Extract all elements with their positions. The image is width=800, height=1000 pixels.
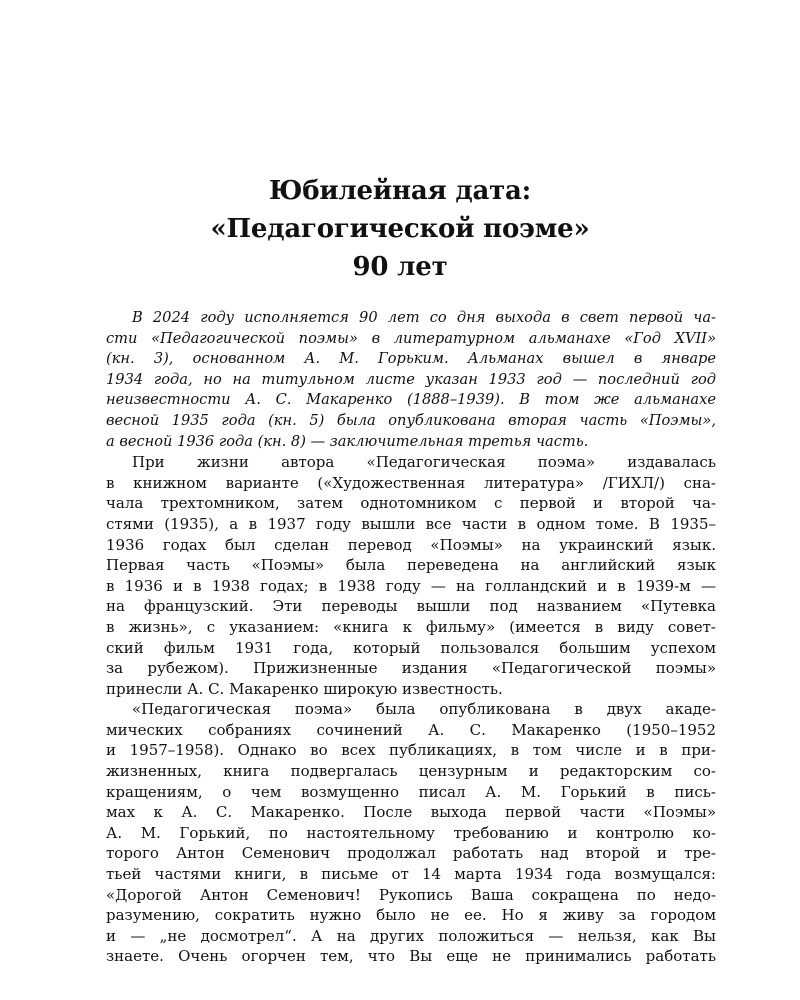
intro-paragraph [106,308,716,452]
paragraph-line: в книжном варианте («Художественная литература» /ГИХЛ/) сна- [106,473,716,492]
intro-line: сти «Педагогической поэмы» в литературном альманахе «Год XVII» [106,329,716,347]
chapter-title [0,172,800,286]
paragraph-line: мах к А. С. Макаренко. После выхода первой части «Поэмы» [106,803,716,822]
intro-line: неизвестности А. С. Макаренко (1888–1939). В том же альманахе [106,391,716,409]
title-line-3: 90 лет [352,252,448,282]
title-line-1: Юбилейная дата: [268,176,532,206]
paragraph-line: «Педагогическая поэма» была опубликована в двух акаде- [132,700,716,719]
paragraph-line: стями (1935), а в 1937 году вышли все части в одном томе. В 1935– [106,514,716,533]
intro-line: (кн. 3), основанном А. М. Горьким. Альманах вышел в январе [106,350,716,368]
paragraph-1 [106,452,716,699]
paragraph-line: в 1936 и в 1938 годах; в 1938 году — на голландский и в 1939-м — [106,576,716,595]
intro-line: 1934 года, но на титульном листе указан 1933 год — последний год [106,370,716,388]
intro-line: а весной 1936 года (кн. 8) — заключительная третья часть. [106,432,589,450]
paragraph-line: и 1957–1958). Однако во всех публикациях, в том числе и в при- [106,741,716,760]
paragraph-line: знаете. Очень огорчен тем, что Вы еще не принимались работать [106,947,716,966]
title-line-2: «Педагогической поэме» [210,214,590,244]
paragraph-line: «Дорогой Антон Семенович! Рукопись Ваша сокращена по недо- [106,885,716,904]
paragraph-line: 1936 годах был сделан перевод «Поэмы» на украинский язык. [106,535,716,554]
paragraph-line: разумению, сократить нужно было не ее. Но я живу за городом [106,906,716,925]
paragraph-line: мических собраниях сочинений А. С. Макаренко (1950–1952 [106,720,716,739]
paragraph-line: жизненных, книга подвергалась цензурным и редакторским со- [106,762,716,781]
body-text [106,308,716,967]
paragraph-line: А. М. Горький, по настоятельному требованию и контролю ко- [106,823,716,842]
paragraph-line: ский фильм 1931 года, который пользовался большим успехом [106,638,716,657]
paragraph-line: Первая часть «Поэмы» была переведена на английский язык [106,556,716,575]
paragraph-2 [106,699,716,967]
paragraph-line: и — „не досмотрел“. А на других положиться — нельзя, как Вы [106,926,716,945]
paragraph-line: торого Антон Семенович продолжал работать над второй и тре- [106,844,716,863]
paragraph-line: за рубежом). Прижизненные издания «Педагогической поэмы» [106,659,716,678]
paragraph-line: принесли А. С. Макаренко широкую известность. [106,679,503,698]
paragraph-line: в жизнь», с указанием: «книга к фильму» (имеется в виду совет- [106,617,716,636]
intro-line: В 2024 году исполняется 90 лет со дня выхода в свет первой ча- [132,309,716,326]
paragraph-line: При жизни автора «Педагогическая поэма» издавалась [132,453,716,472]
intro-line: весной 1935 года (кн. 5) была опубликована вторая часть «Поэмы», [106,411,716,429]
paragraph-line: чала трехтомником, затем однотомником с первой и второй ча- [106,494,716,513]
paragraph-line: на французский. Эти переводы вышли под названием «Путевка [106,597,716,616]
paragraph-line: тьей частями книги, в письме от 14 марта 1934 года возмущался: [106,865,716,884]
paragraph-line: кращениям, о чем возмущенно писал А. М. Горький в пись- [106,782,716,801]
